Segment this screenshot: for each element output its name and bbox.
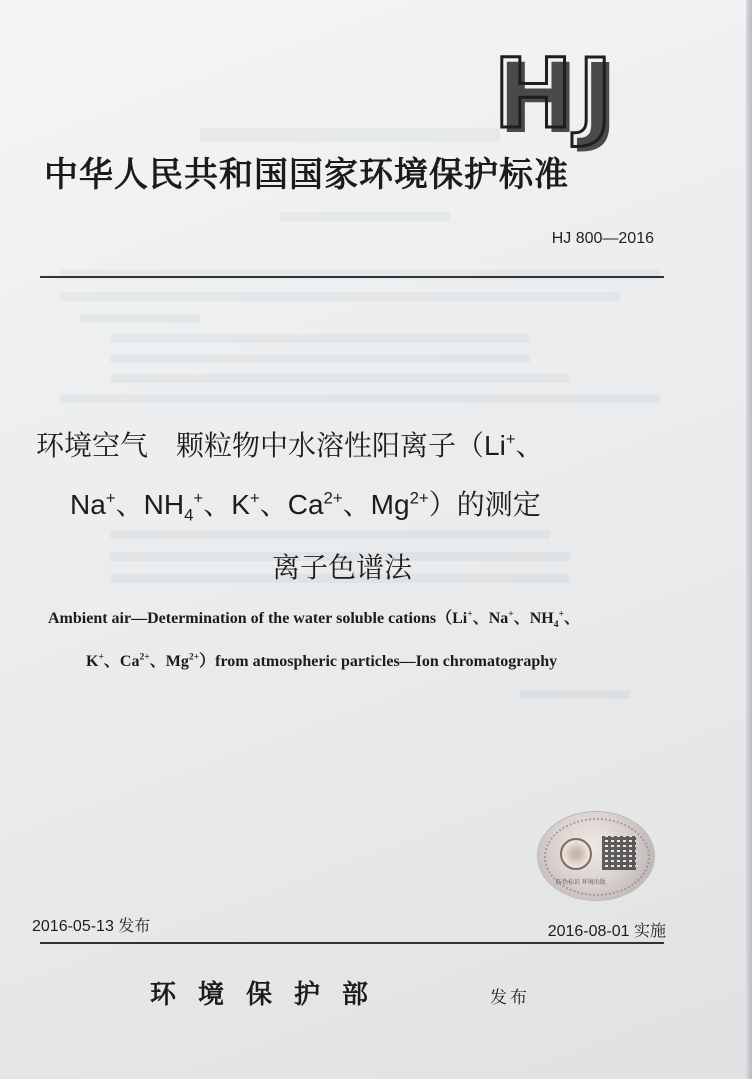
title-en-text: Ambient air—Determination of the water soluble cations（Li [48,610,468,627]
title-cn-text: 环境空气 颗粒物中水溶性阳离子（Li [36,430,506,461]
title-en-text: 、NH [513,610,554,627]
title-en-line-2 [86,648,557,671]
publisher-suffix: 发布 [490,988,530,1008]
title-en-text: 、Na [472,610,509,627]
superscript: + [249,488,260,508]
effective-date: 2016-08-01 实施 [547,923,666,940]
title-en-text: K [86,653,99,670]
header-rule [40,276,664,278]
title-cn-line-3: 离子色谱法 [272,552,413,583]
title-cn-text: 、 [515,430,544,461]
superscript: + [505,429,516,449]
title-en-text: 、Mg [149,653,189,670]
superscript: + [558,608,565,620]
seal-emblem-icon [560,838,592,870]
seal-caption: 防伪标识 环境出版 [556,879,606,886]
title-cn-text: Na [70,489,106,520]
superscript: 2+ [139,651,150,663]
issuer-title: 中华人民共和国国家环境保护标准 [44,155,569,195]
title-en-text: ）from atmospheric particles—Ion chromatography [199,653,558,670]
title-cn-text: 、Ca [259,489,324,520]
publisher-name: 环境保护部 [150,980,391,1010]
title-en-text: 、 [564,610,581,627]
title-en-text: 、Ca [103,653,140,670]
release-date: 2016-05-13 发布 [32,918,151,935]
title-cn-text: 、Mg [342,489,410,520]
superscript: 2+ [323,488,343,508]
superscript: + [98,651,104,663]
hj-logo: HJ [493,38,618,150]
superscript: 2+ [188,651,200,663]
title-cn-text: ）的测定 [428,489,541,520]
subscript: 4 [184,505,194,525]
superscript: 2+ [409,488,429,508]
title-cn-line-2 [70,483,710,523]
subscript: 4 [553,619,559,631]
title-cn-line-1 [36,424,676,464]
title-cn-text: 、K [203,489,250,520]
title-cn-text: 、NH [115,489,185,520]
footer-rule [40,942,664,944]
superscript: + [105,488,116,508]
title-en-line-1 [48,605,581,631]
anti-counterfeit-seal [538,812,654,900]
superscript: + [467,608,473,620]
standard-code: HJ 800—2016 [551,230,654,247]
page-edge-shadow [746,0,752,1079]
superscript: + [508,608,514,620]
superscript: + [193,488,204,508]
qr-code-icon [602,836,636,870]
